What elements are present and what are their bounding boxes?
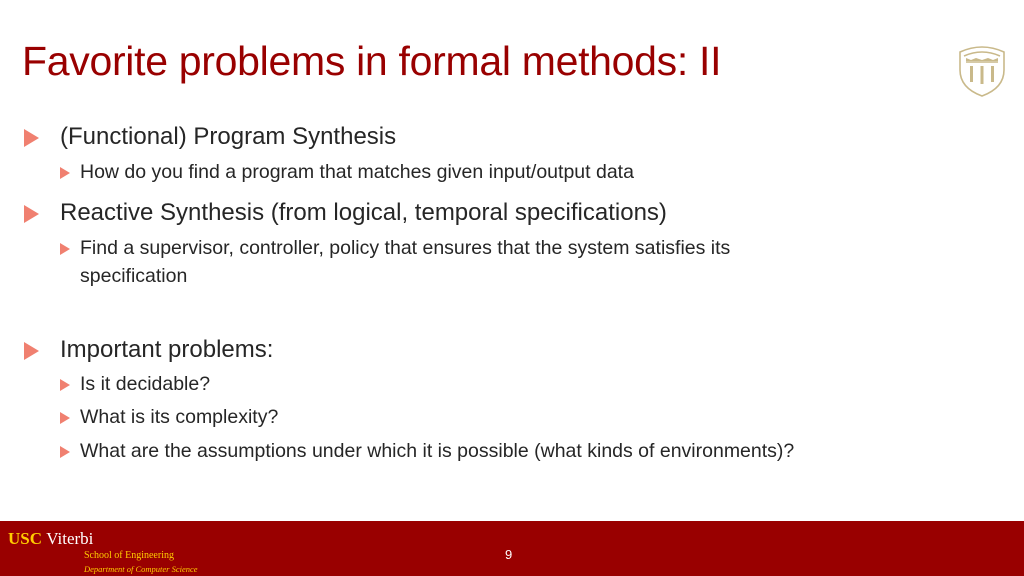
school-name: School of Engineering <box>84 550 174 561</box>
sub-bullet-decidable: Is it decidable? <box>80 373 211 395</box>
sub-bullet-marker-icon <box>60 167 70 179</box>
viterbi-logo-text: Viterbi <box>46 529 94 548</box>
bullet-reactive-synthesis: Reactive Synthesis (from logical, temporal specifications) <box>60 199 667 226</box>
sub-bullet-marker-icon <box>60 243 70 255</box>
usc-viterbi-logo <box>8 529 93 549</box>
department-name: Department of Computer Science <box>84 564 198 574</box>
sub-bullet-io-data: How do you find a program that matches given input/output data <box>80 161 634 183</box>
sub-bullet-marker-icon <box>60 446 70 458</box>
footer-bar <box>0 521 1024 576</box>
sub-bullet-supervisor: Find a supervisor, controller, policy that ensures that the system satisfies its <box>80 237 731 259</box>
bullet-marker-icon <box>24 205 39 223</box>
bullet-program-synthesis: (Functional) Program Synthesis <box>60 123 397 150</box>
sub-bullet-assumptions: What are the assumptions under which it is possible (what kinds of environments)? <box>80 440 795 462</box>
sub-bullet-marker-icon <box>60 379 70 391</box>
page-number: 9 <box>505 547 513 562</box>
sub-bullet-complexity: What is its complexity? <box>80 406 279 428</box>
usc-seal-icon <box>954 44 1010 98</box>
sub-bullet-marker-icon <box>60 412 70 424</box>
usc-logo-text: USC <box>8 529 43 548</box>
bullet-marker-icon <box>24 342 39 360</box>
bullet-marker-icon <box>24 129 39 147</box>
sub-bullet-supervisor-cont: specification <box>80 265 188 287</box>
bullet-important-problems: Important problems: <box>60 336 274 363</box>
slide-title: Favorite problems in formal methods: II <box>22 38 722 84</box>
